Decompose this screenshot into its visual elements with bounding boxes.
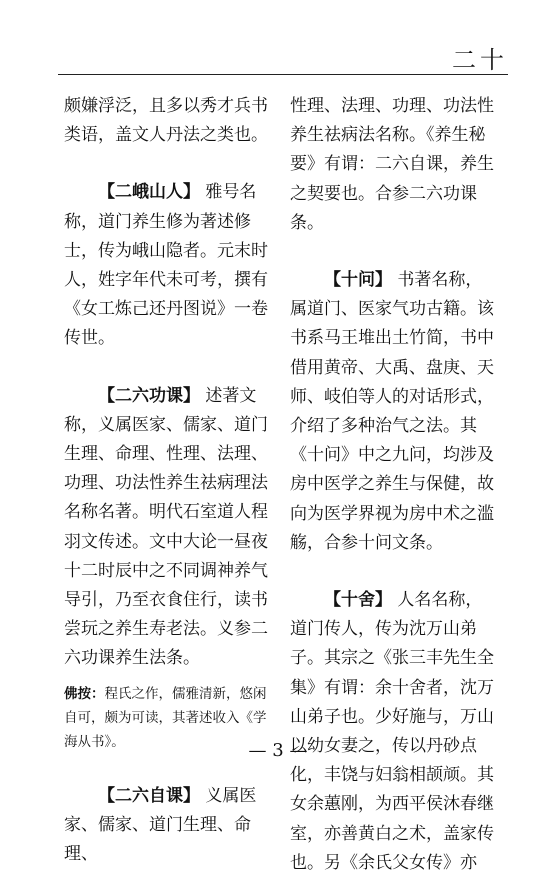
- entry-body: 述著文称，义属医家、儒家、道门生理、命理、性理、法理、功理、功法性养生祛病理法名称名著。明代石室道人程羽文传述。文中大论一昼夜十二时辰中之不同调神养气导引，乃至衣食住行，读书尝玩之养生寿老法。义参二六功课养生法条。: [64, 385, 268, 669]
- entry-term: 【二六自课】: [98, 785, 200, 806]
- header-rule: [58, 74, 508, 75]
- entry-term: 【十舍】: [324, 590, 392, 611]
- entry-body: 雅号名称，道门养生修为著述修士，传为峨山隐者。元末时人，姓字年代未可考，撰有《女工炼己还丹图说》一卷传世。: [64, 182, 268, 349]
- header-section-number: 二十: [452, 46, 508, 74]
- entry-erliugongke: [64, 382, 272, 674]
- entry-term: 【十问】: [324, 270, 392, 291]
- note-label: 佛按：: [64, 685, 105, 702]
- entry-body: 人名名称，道门传人，传为沈万山弟子。其宗之《张三丰先生全集》有谓：余十舍者，沈万山弟子也。少好施与，万山以幼女妻之，传以丹砂点化，丰饶与妇翁相颉颃。其女余蕙刚，为西平侯沐春继室，亦善黄白之术，盖家传也。另《余氏父女传》亦: [290, 590, 494, 873]
- entry-term: 【二六功课】: [98, 385, 200, 406]
- entry-body: 书著名称，属道门、医家气功古籍。该书系马王堆出土竹简，书中借用黄帝、大禹、盘庚、天师、岐伯等人的对话形式，介绍了多种治气之法。其《十问》中之九问，均涉及房中医学之养生与保健，故向为医学界视为房中术之滥觞，合参十问文条。: [290, 270, 494, 553]
- page-number: — 3 —: [248, 740, 308, 761]
- entry-shishe: [290, 586, 498, 878]
- entry-shiwen: [290, 266, 498, 558]
- entry-erliuzike: [64, 782, 272, 870]
- entry-body: 义属医家、儒家、道门生理、命理、: [64, 785, 257, 865]
- paragraph-continuation: 性理、法理、功理、功法性养生祛病法名称。《养生秘要》有谓：二六自课，养生之契要也。合参二六功课条。: [290, 96, 494, 233]
- entry-erehshanren: [64, 178, 272, 353]
- entry-term: 【二峨山人】: [98, 182, 200, 203]
- note-body: 程氏之作，儒雅清新，悠闲自可，颇为可读，其著述收入《学海从书》。: [64, 685, 267, 750]
- paragraph-continuation: 颇嫌浮泛，且多以秀才兵书类语，盖文人丹法之类也。: [64, 96, 268, 146]
